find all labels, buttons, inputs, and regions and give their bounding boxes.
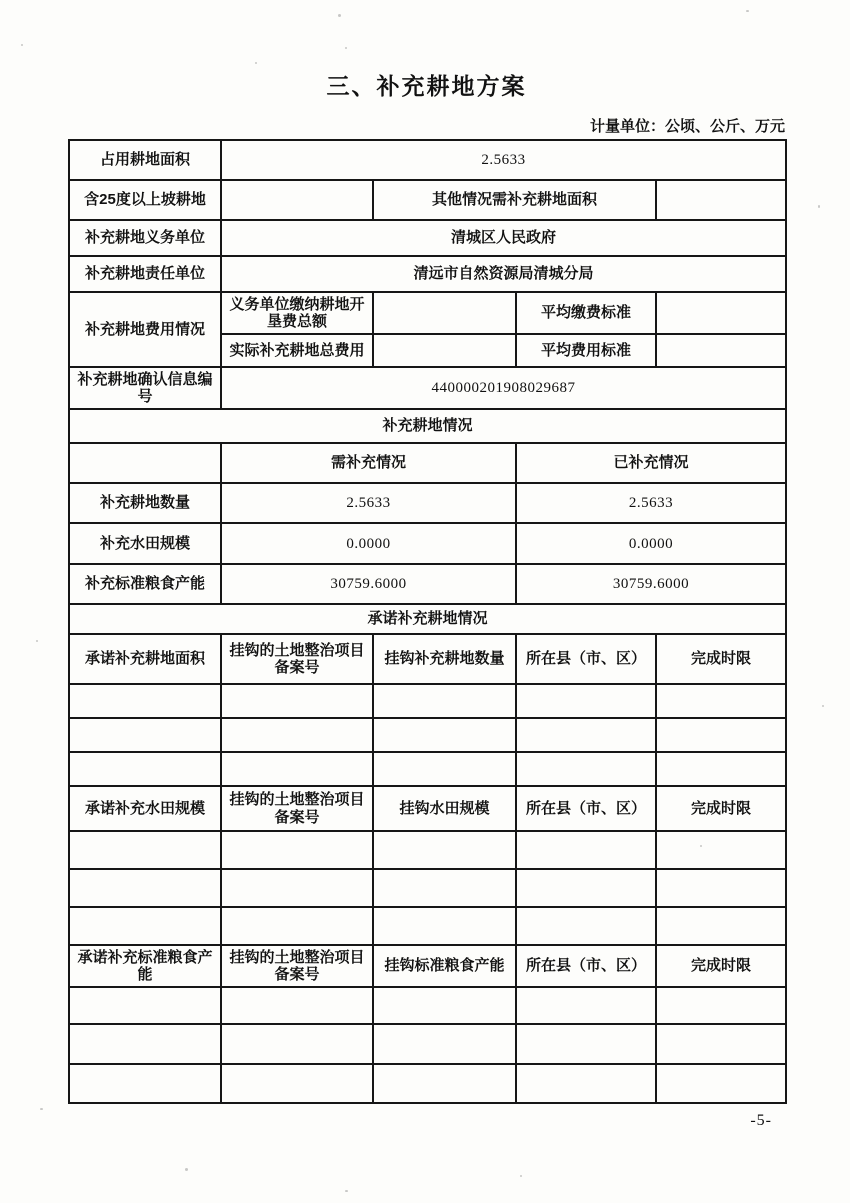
confirm-number-value: 440000201908029687 <box>221 367 786 409</box>
empty-cell <box>69 1064 221 1103</box>
empty-cell <box>221 718 373 752</box>
responsible-unit-label: 补充耕地责任单位 <box>69 256 221 292</box>
obligation-unit-value: 清城区人民政府 <box>221 220 786 256</box>
empty-cell <box>69 684 221 718</box>
slope-label: 含25度以上坡耕地 <box>69 180 221 220</box>
empty-cell <box>373 907 516 945</box>
cost-row1-std-value <box>656 334 786 367</box>
situation-row0-done: 2.5633 <box>516 483 786 523</box>
page-number: -5- <box>750 1112 772 1129</box>
empty-cell <box>69 987 221 1024</box>
cost-label: 补充耕地费用情况 <box>69 292 221 367</box>
empty-cell <box>221 684 373 718</box>
commit-grain-col3: 所在县（市、区） <box>516 945 656 987</box>
empty-cell <box>373 987 516 1024</box>
empty-cell <box>373 718 516 752</box>
situation-row1-done: 0.0000 <box>516 523 786 564</box>
empty-cell <box>656 1024 786 1064</box>
commitment-section-header: 承诺补充耕地情况 <box>69 604 786 634</box>
empty-cell <box>656 684 786 718</box>
document-page <box>68 0 785 1104</box>
empty-cell <box>221 907 373 945</box>
empty-cell <box>69 831 221 869</box>
empty-cell <box>656 718 786 752</box>
page-title: 三、补充耕地方案 <box>326 73 527 99</box>
empty-cell <box>656 752 786 786</box>
empty-cell <box>516 684 656 718</box>
commit-paddy-col1: 挂钩的土地整治项目备案号 <box>221 786 373 831</box>
slope-value <box>221 180 373 220</box>
situation-row0-label: 补充耕地数量 <box>69 483 221 523</box>
empty-cell <box>221 831 373 869</box>
empty-cell <box>516 752 656 786</box>
situation-row2-need: 30759.6000 <box>221 564 516 604</box>
cost-row0-sublabel: 义务单位缴纳耕地开垦费总额 <box>221 292 373 334</box>
empty-cell <box>516 831 656 869</box>
empty-cell <box>656 831 786 869</box>
responsible-unit-value: 清远市自然资源局清城分局 <box>221 256 786 292</box>
commit-area-col0: 承诺补充耕地面积 <box>69 634 221 684</box>
occupied-area-value: 2.5633 <box>221 140 786 180</box>
cost-row0-std-value <box>656 292 786 334</box>
empty-cell <box>69 718 221 752</box>
cost-row0-std-label: 平均缴费标准 <box>516 292 656 334</box>
other-need-label: 其他情况需补充耕地面积 <box>373 180 656 220</box>
situation-row2-done: 30759.6000 <box>516 564 786 604</box>
empty-cell <box>516 718 656 752</box>
empty-cell <box>69 869 221 907</box>
done-col-header: 已补充情况 <box>516 443 786 483</box>
confirm-number-label: 补充耕地确认信息编号 <box>69 367 221 409</box>
empty-cell <box>656 987 786 1024</box>
other-need-value <box>656 180 786 220</box>
empty-cell <box>221 1024 373 1064</box>
empty-cell <box>69 752 221 786</box>
empty-cell <box>656 1064 786 1103</box>
empty-cell <box>656 869 786 907</box>
situation-row1-need: 0.0000 <box>221 523 516 564</box>
empty-cell <box>373 869 516 907</box>
empty-cell <box>516 987 656 1024</box>
commit-grain-col0: 承诺补充标准粮食产能 <box>69 945 221 987</box>
commit-area-col3: 所在县（市、区） <box>516 634 656 684</box>
cost-row0-value <box>373 292 516 334</box>
empty-cell <box>221 869 373 907</box>
supplement-farmland-table <box>68 139 787 1104</box>
empty-cell <box>373 1064 516 1103</box>
empty-cell <box>221 987 373 1024</box>
empty-cell <box>69 443 221 483</box>
empty-cell <box>656 907 786 945</box>
unit-note: 计量单位：公顷、公斤、万元 <box>589 118 785 135</box>
commit-paddy-col2: 挂钩水田规模 <box>373 786 516 831</box>
situation-row2-label: 补充标准粮食产能 <box>69 564 221 604</box>
commit-paddy-col4: 完成时限 <box>656 786 786 831</box>
empty-cell <box>516 907 656 945</box>
commit-grain-col4: 完成时限 <box>656 945 786 987</box>
empty-cell <box>69 1024 221 1064</box>
situation-row1-label: 补充水田规模 <box>69 523 221 564</box>
need-col-header: 需补充情况 <box>221 443 516 483</box>
empty-cell <box>373 831 516 869</box>
cost-row1-sublabel: 实际补充耕地总费用 <box>221 334 373 367</box>
commit-area-col2: 挂钩补充耕地数量 <box>373 634 516 684</box>
empty-cell <box>373 752 516 786</box>
empty-cell <box>221 752 373 786</box>
obligation-unit-label: 补充耕地义务单位 <box>69 220 221 256</box>
commit-area-col1: 挂钩的土地整治项目备案号 <box>221 634 373 684</box>
empty-cell <box>221 1064 373 1103</box>
empty-cell <box>69 907 221 945</box>
empty-cell <box>373 1024 516 1064</box>
commit-grain-col2: 挂钩标准粮食产能 <box>373 945 516 987</box>
cost-row1-std-label: 平均费用标准 <box>516 334 656 367</box>
empty-cell <box>516 869 656 907</box>
situation-section-header: 补充耕地情况 <box>69 409 786 443</box>
commit-area-col4: 完成时限 <box>656 634 786 684</box>
cost-row1-value <box>373 334 516 367</box>
commit-paddy-col3: 所在县（市、区） <box>516 786 656 831</box>
situation-row0-need: 2.5633 <box>221 483 516 523</box>
commit-paddy-col0: 承诺补充水田规模 <box>69 786 221 831</box>
occupied-area-label: 占用耕地面积 <box>69 140 221 180</box>
empty-cell <box>516 1024 656 1064</box>
empty-cell <box>516 1064 656 1103</box>
empty-cell <box>373 684 516 718</box>
commit-grain-col1: 挂钩的土地整治项目备案号 <box>221 945 373 987</box>
